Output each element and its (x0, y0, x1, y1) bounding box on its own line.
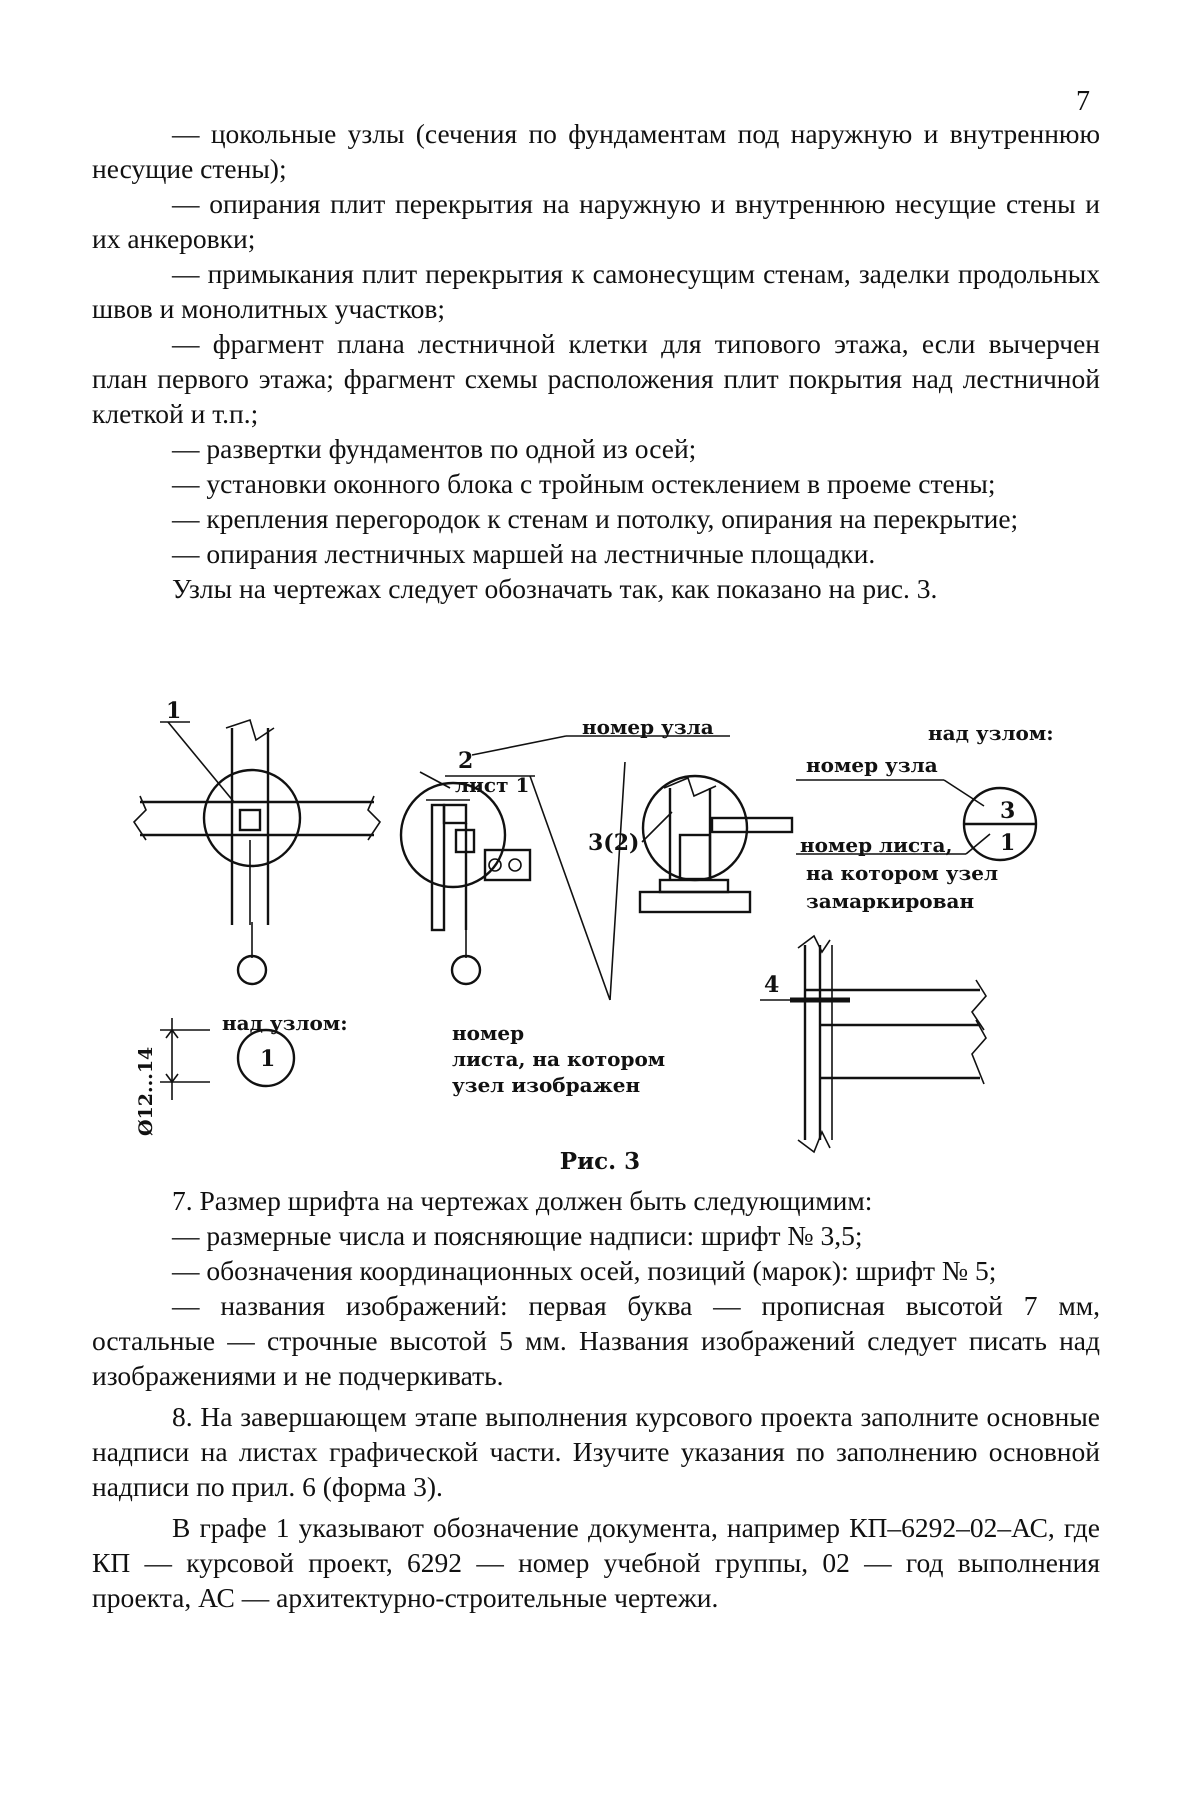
figure-drawing (0, 700, 1200, 1170)
label-sheet-number-line3: замаркирован (806, 889, 975, 913)
label-number-line3: узел изображен (452, 1073, 641, 1097)
label-node-number-right: номер узла (806, 753, 938, 777)
circle-bottom-value: 1 (1000, 830, 1016, 856)
label-above-node-right: над узлом: (928, 721, 1054, 745)
text-block-bottom (92, 1183, 1100, 1615)
paragraph: Узлы на чертежах следует обозначать так, как показано на рис. 3. (172, 573, 938, 604)
paragraph: — установки оконного блока с тройным остеклением в проеме стены; (172, 468, 996, 499)
label-number-line1: номер (452, 1021, 525, 1045)
paragraph: В графе 1 указывают обозначение документа, например КП–6292–02–АС, где КП — курсовой проект, 6292 — номер учебной группы, 02 — год выполнения проекта, АС — архитектурно-строительные чертежи. (92, 1512, 1100, 1613)
circle-left-value: 1 (260, 1046, 276, 1072)
node-detail-left (134, 720, 380, 984)
paragraph: — фрагмент плана лестничной клетки для типового этажа, если вычерчен план первого этажа; фрагмент схемы расположения плит покрытия над лестничной клеткой и т.п.; (92, 328, 1100, 429)
paragraph: — названия изображений: первая буква — прописная высотой 7 мм, остальные — строчные высотой 5 мм. Названия изображений следует писать над изображениями и не подчеркивать. (92, 1290, 1100, 1391)
figure-caption: Рис. 3 (559, 1148, 641, 1175)
paragraph: — примыкания плит перекрытия к самонесущим стенам, заделки продольных швов и монолитных участков; (92, 258, 1100, 324)
paragraph: — размерные числа и поясняющие надписи: шрифт № 3,5; (172, 1220, 863, 1251)
paragraph: — опирания плит перекрытия на наружную и внутреннюю несущие стены и их анкеровки; (92, 188, 1100, 254)
callout-4: 4 (764, 972, 780, 998)
label-node-number-top: номер узла (582, 715, 714, 739)
node-detail-bottom-right (760, 936, 986, 1152)
callout-2: 2 (458, 748, 474, 774)
text-block-top (92, 116, 1100, 606)
callout-1: 1 (166, 700, 182, 724)
label-number-line2: листа, на котором (452, 1047, 666, 1071)
paragraph: — опирания лестничных маршей на лестничные площадки. (172, 538, 876, 569)
callout-3-2: 3(2) (588, 830, 640, 856)
paragraph: — крепления перегородок к стенам и потолку, опирания на перекрытие; (172, 503, 1019, 534)
paragraph: — развертки фундаментов по одной из осей; (172, 433, 697, 464)
paragraph: 8. На завершающем этапе выполнения курсового проекта заполните основные надписи на листах графической части. Изучите указания по заполнению основной надписи по прил. 6 (форма 3). (92, 1401, 1100, 1502)
node-detail-column (640, 776, 792, 912)
paragraph: — цокольные узлы (сечения по фундаментам под наружную и внутреннюю несущие стены); (92, 118, 1100, 184)
dimension-label: Ø12...14 (135, 1046, 157, 1136)
circle-top-value: 3 (1000, 798, 1016, 824)
label-sheet-1: лист 1 (455, 773, 530, 797)
paragraph: 7. Размер шрифта на чертежах должен быть следующимим: (172, 1185, 873, 1216)
paragraph: — обозначения координационных осей, позиций (марок): шрифт № 5; (172, 1255, 997, 1286)
label-sheet-number-line2: на котором узел (806, 861, 999, 885)
figure-3 (0, 700, 1200, 1170)
page-number: 7 (1076, 86, 1090, 117)
label-sheet-number-line1: номер листа, (800, 833, 953, 857)
label-above-node-left: над узлом: (222, 1011, 348, 1035)
